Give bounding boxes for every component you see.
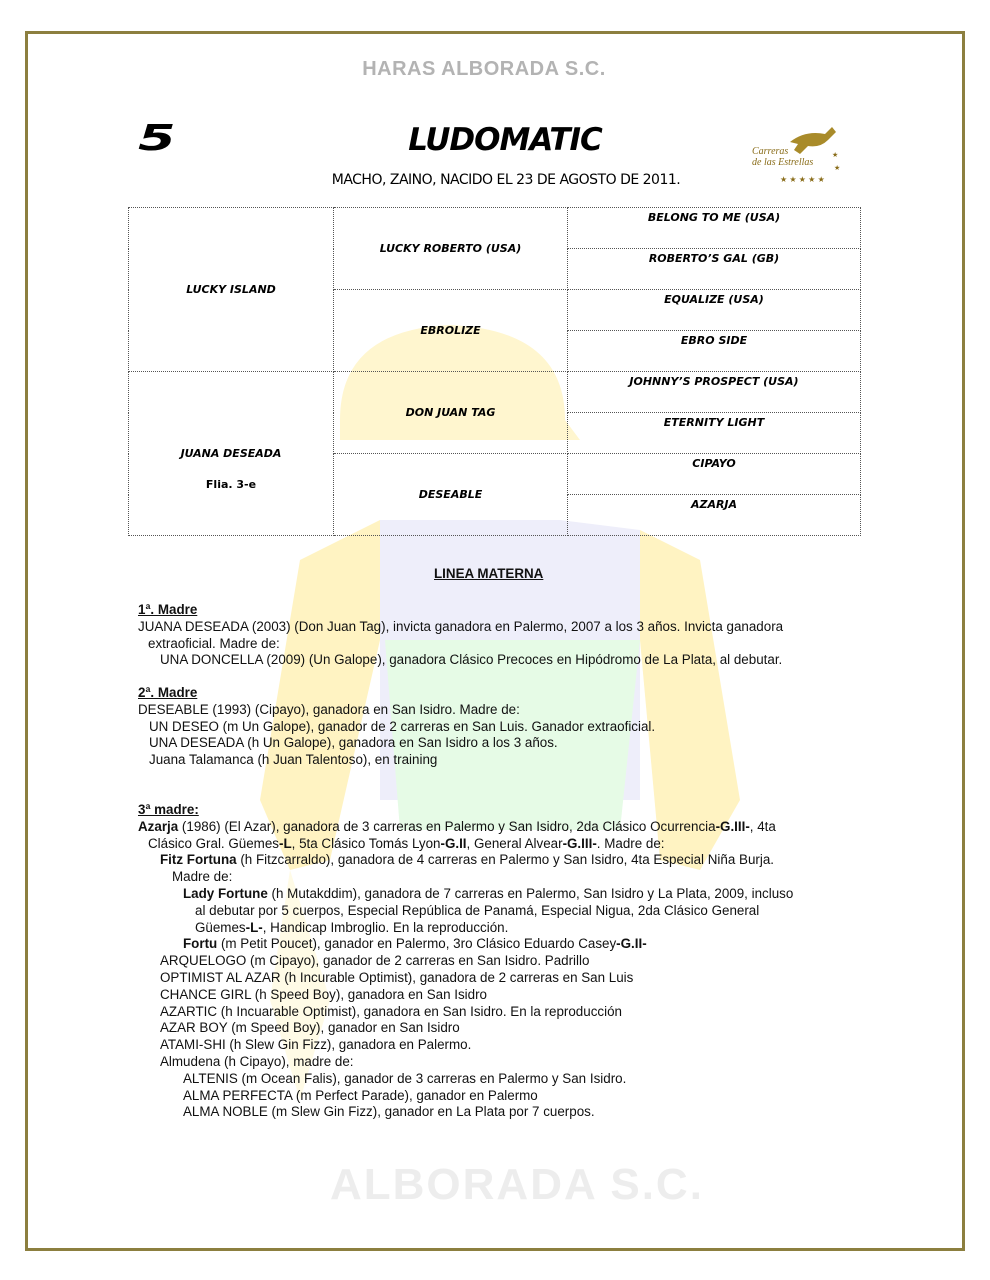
dam-family: Flia. 3-e — [205, 477, 257, 491]
first-dam-section — [138, 602, 783, 669]
dam-name: JUANA DESEADA — [180, 446, 282, 460]
lot-number: 5 — [138, 118, 176, 159]
line: JUANA DESEADA (2003) (Don Juan Tag), invicta ganadora en Palermo, 2007 a los 3 años. Invicta ganadora — [138, 618, 784, 634]
line: AZARTIC (h Incuarable Optimist), ganadora en San Isidro. En la reproducción — [160, 1003, 622, 1019]
line: Azarja (1986) (El Azar), ganadora de 3 carreras en Palermo y San Isidro, 2da Clásico Ocurrencia-G.III-, 4ta — [138, 818, 776, 834]
line: UNA DONCELLA (2009) (Un Galope), ganadora Clásico Precoces en Hipódromo de La Plata, al debutar. — [160, 652, 783, 668]
horse-name: LUDOMATIC — [408, 122, 602, 158]
svg-text:Carreras: Carreras — [752, 146, 789, 157]
section-heading: 1ª. Madre — [138, 602, 198, 617]
line: ALMA PERFECTA (m Perfect Parade), ganador en Palermo — [183, 1087, 538, 1103]
ancestor: JOHNNY’S PROSPECT (USA) — [568, 372, 861, 413]
line: Almudena (h Cipayo), madre de: — [160, 1053, 354, 1069]
line: UN DESEO (m Un Galope), ganador de 2 carreras en San Luis. Ganador extraoficial. — [149, 718, 656, 734]
svg-text:★: ★ — [832, 152, 839, 159]
line: ALMA NOBLE (m Slew Gin Fizz), ganador en La Plata por 7 cuerpos. — [183, 1104, 595, 1120]
line: ATAMI-SHI (h Slew Gin Fizz), ganadora en Palermo. — [160, 1037, 472, 1053]
line: Fortu (m Petit Poucet), ganador en Palermo, 3ro Clásico Eduardo Casey-G.II- — [183, 936, 647, 952]
line: extraoficial. Madre de: — [148, 635, 280, 651]
ancestor: ROBERTO’S GAL (GB) — [568, 249, 861, 290]
line: Juana Talamanca (h Juan Talentoso), en training — [149, 752, 438, 768]
line: Fitz Fortuna (h Fitzcarraldo), ganadora de 4 carreras en Palermo y San Isidro, 4ta Especial Niña Burja. — [160, 852, 774, 868]
line: Clásico Gral. Güemes-L, 5ta Clásico Tomás Lyon-G.II, General Alvear-G.III-. Madre de: — [148, 835, 665, 851]
third-dam-section — [138, 802, 793, 1121]
ancestor: EBRO SIDE — [568, 331, 861, 372]
ancestor: ETERNITY LIGHT — [568, 413, 861, 454]
watermark-text: ALBORADA S.C. — [330, 1160, 704, 1209]
sire-dam: EBROLIZE — [334, 290, 568, 372]
line: ALTENIS (m Ocean Falis), ganador de 3 carreras en Palermo y San Isidro. — [183, 1070, 627, 1086]
line: al debutar por 5 cuerpos, Especial República de Panamá, Especial Nigua, 2da Clásico General — [195, 902, 760, 918]
ancestor: BELONG TO ME (USA) — [568, 208, 861, 249]
ancestor: EQUALIZE (USA) — [568, 290, 861, 331]
line: AZAR BOY (m Speed Boy), ganador en San Isidro — [160, 1020, 460, 1036]
line: Lady Fortune (h Mutakddim), ganadora de 7 carreras en Palermo, San Isidro y La Plata, 2009, incluso — [183, 885, 794, 901]
line: ARQUELOGO (m Cipayo), ganador de 2 carreras en San Isidro. Padrillo — [160, 953, 590, 969]
stud-name: HARAS ALBORADA S.C. — [362, 58, 606, 80]
section-heading: 2ª. Madre — [138, 685, 198, 700]
line: Madre de: — [172, 869, 233, 885]
pedigree-table — [128, 207, 861, 536]
ancestor: CIPAYO — [568, 454, 861, 495]
dam-dam: DESEABLE — [334, 454, 568, 536]
svg-text:★: ★ — [834, 165, 841, 172]
svg-text:de las Estrellas: de las Estrellas — [752, 157, 814, 168]
ancestor: AZARJA — [568, 495, 861, 536]
section-heading: 3ª madre: — [138, 802, 199, 817]
line: Güemes-L-, Handicap Imbroglio. En la reproducción. — [195, 919, 509, 935]
line: UNA DESEADA (h Un Galope), ganadora en San Isidro a los 3 años. — [149, 735, 558, 751]
horse-description: MACHO, ZAINO, NACIDO EL 23 DE AGOSTO DE 2011. — [331, 172, 681, 188]
svg-text:★ ★ ★ ★ ★: ★ ★ ★ ★ ★ — [780, 175, 825, 184]
dam-sire: DON JUAN TAG — [334, 372, 568, 454]
sire-sire: LUCKY ROBERTO (USA) — [334, 208, 568, 290]
line: DESEABLE (1993) (Cipayo), ganadora en San Isidro. Madre de: — [138, 701, 520, 717]
sire: LUCKY ISLAND — [129, 208, 334, 372]
line: OPTIMIST AL AZAR (h Incurable Optimist), ganadora de 2 carreras en San Luis — [160, 969, 634, 985]
carreras-estrellas-logo — [750, 122, 845, 187]
dam — [129, 372, 334, 536]
line: CHANCE GIRL (h Speed Boy), ganadora en San Isidro — [160, 986, 487, 1002]
section-title: LINEA MATERNA — [434, 566, 544, 581]
second-dam-section — [138, 685, 655, 769]
